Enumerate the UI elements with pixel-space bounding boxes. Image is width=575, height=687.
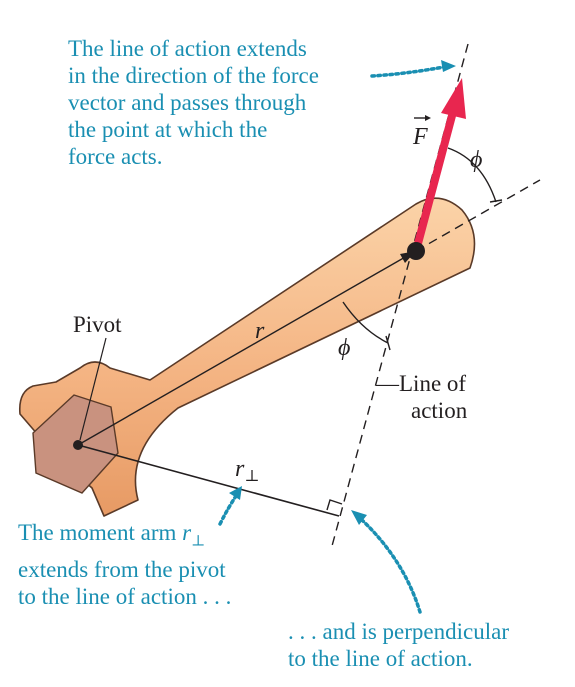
note-line: The moment arm $r_\perp$ [18,520,206,550]
line-of-action-note [68,35,319,170]
line-of-action-label-line1: —Line of [376,371,467,396]
phi-label-upper: ϕ [470,147,483,173]
note-line: force acts. [68,144,163,169]
phi-label-lower: ϕ [338,335,351,361]
force-application-point [407,242,425,260]
r-label: r [255,318,265,344]
dotted-arrow-to-right-angle [362,520,420,612]
line-of-action-label-line2: action [411,398,468,423]
moment-arm-note [18,519,231,610]
right-angle-mark [327,500,342,510]
note-line: to the line of action . . . [18,583,232,609]
dotted-arrow-to-line-of-action [372,67,444,76]
note-line: vector and passes through [68,90,307,115]
line-of-action-label [376,370,467,424]
note-line: extends from the pivot [18,556,226,582]
note-line: The line of action extends [68,36,307,61]
note-line: . . . and is perpendicular [288,619,509,644]
r-perp-label: $r_\perp$ [235,456,260,485]
force-vector-arrowhead [441,78,466,119]
pivot-label: Pivot [73,312,122,337]
pivot-point [73,440,83,450]
note-line: the point at which the [68,117,268,142]
note-line: in the direction of the force [68,63,319,88]
force-label: F [413,124,428,150]
note-line: to the line of action. [288,646,473,671]
perpendicular-note [288,618,509,672]
r-vector-line [78,256,407,445]
